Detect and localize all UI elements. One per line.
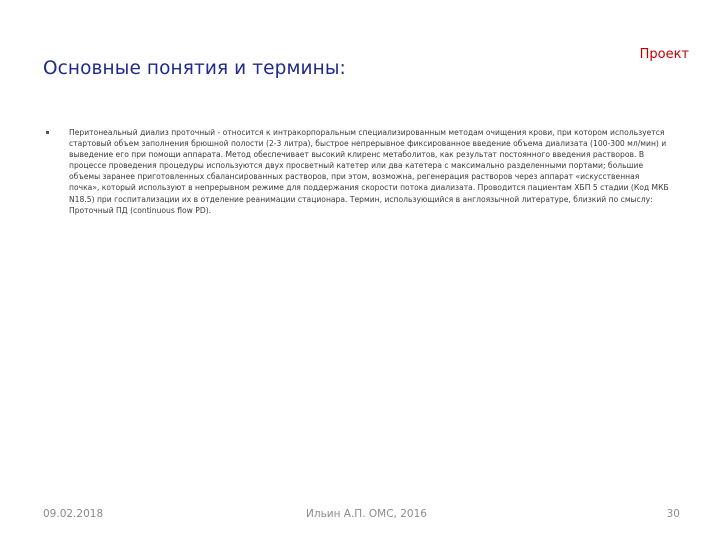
footer-author: Ильин А.П. ОМС, 2016: [306, 508, 427, 520]
bullet-marker: [46, 131, 49, 134]
footer-date: 09.02.2018: [43, 508, 104, 520]
project-label: Проект: [639, 47, 689, 62]
bullet-text: Перитонеальный диализ проточный - относится к интракорпоральным специализированным методам очищения крови, при котором используется стартовый объем заполнения брюшной полости (2-3 литра), быстрое непрерывное фиксированное введение объема диализата (100-300 мл/мин) и выведение его при помощи аппарата. Метод обеспечивает высокий клиренс метаболитов, как результат постоянного введения растворов. В процессе проведения процедуры используются двух просветный катетер или два катетера с максимально разделенными портами; большие объемы заранее приготовленных сбалансированных растворов, при этом, возможна, регенерация растворов через аппарат «искусственная почка», который используют в непрерывном режиме для поддержания скорости потока диализата. Проводится пациентам ХБП 5 стадии (Код МКБ N18.5) при госпитализации их в отделение реанимации стационара. Термин, использующийся в англоязычной литературе, близкий по смыслу: Проточный ПД (continuous flow PD).: [69, 128, 669, 215]
footer-page-number: 30: [666, 508, 680, 520]
slide-title: Основные понятия и термины:: [43, 58, 346, 79]
